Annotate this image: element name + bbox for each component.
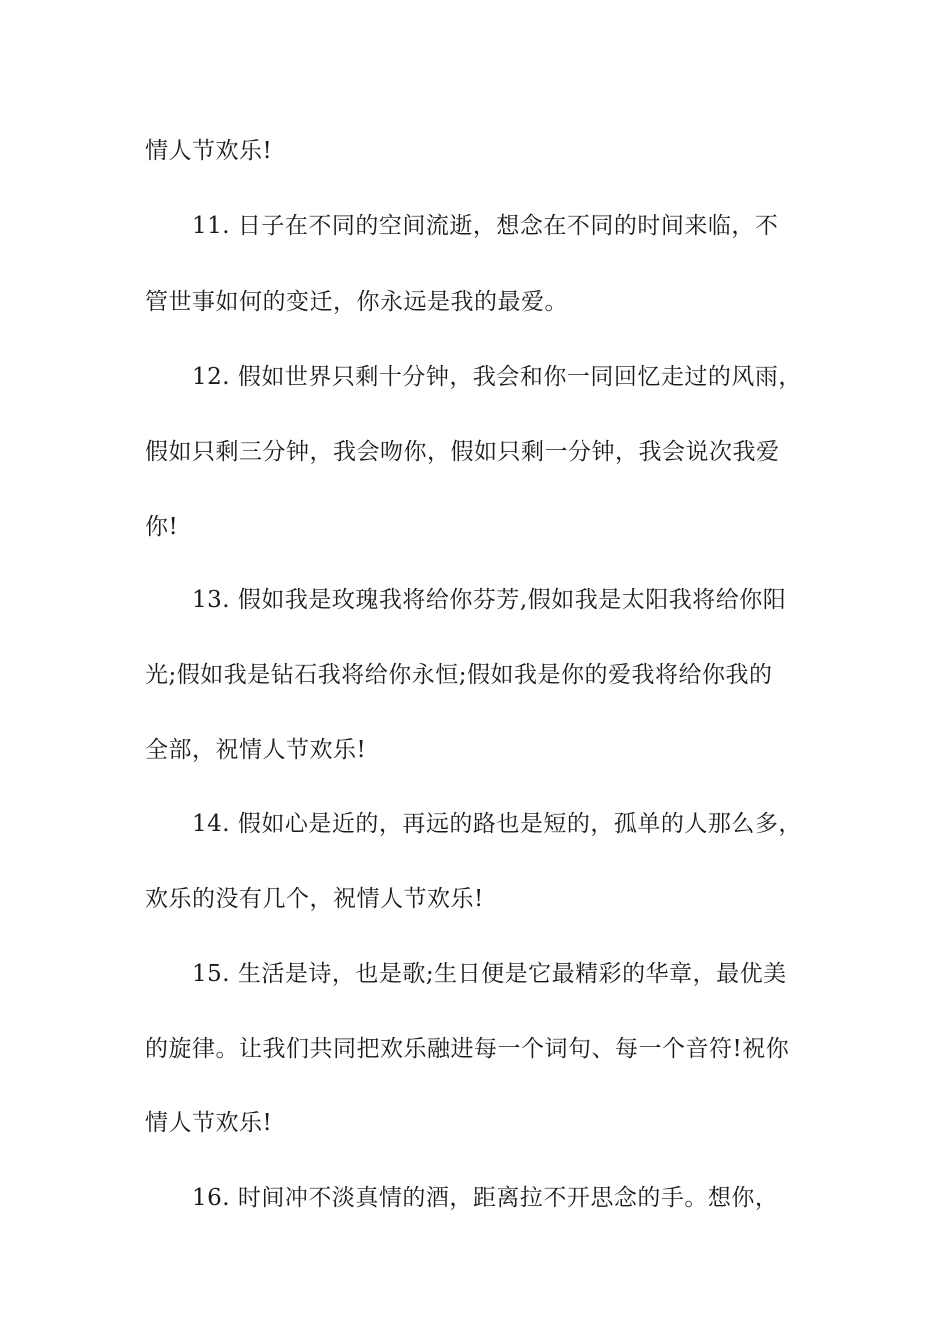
text-line: 12. 假如世界只剩十分钟，我会和你一同回忆走过的风雨，: [192, 364, 802, 390]
text-line: 16. 时间冲不淡真情的酒，距离拉不开思念的手。想你，: [192, 1185, 779, 1211]
text-line: 的旋律。让我们共同把欢乐融进每一个词句、每一个音符!祝你: [145, 1036, 790, 1062]
text-line: 11. 日子在不同的空间流逝，想念在不同的时间来临，不: [192, 213, 779, 239]
text-line: 你!: [145, 514, 179, 540]
text-line: 全部，祝情人节欢乐!: [145, 737, 367, 763]
text-line: 假如只剩三分钟，我会吻你，假如只剩一分钟，我会说次我爱: [145, 439, 780, 465]
text-line: 15. 生活是诗，也是歌;生日便是它最精彩的华章，最优美: [192, 961, 787, 987]
text-line: 13. 假如我是玫瑰我将给你芬芳,假如我是太阳我将给你阳: [192, 587, 787, 613]
text-line: 情人节欢乐!: [145, 1110, 273, 1136]
text-line: 情人节欢乐!: [145, 138, 273, 164]
text-line: 欢乐的没有几个，祝情人节欢乐!: [145, 886, 484, 912]
text-line: 光;假如我是钻石我将给你永恒;假如我是你的爱我将给你我的: [145, 662, 773, 688]
text-line: 管世事如何的变迁，你永远是我的最爱。: [145, 289, 568, 315]
text-line: 14. 假如心是近的，再远的路也是短的，孤单的人那么多，: [192, 811, 802, 837]
